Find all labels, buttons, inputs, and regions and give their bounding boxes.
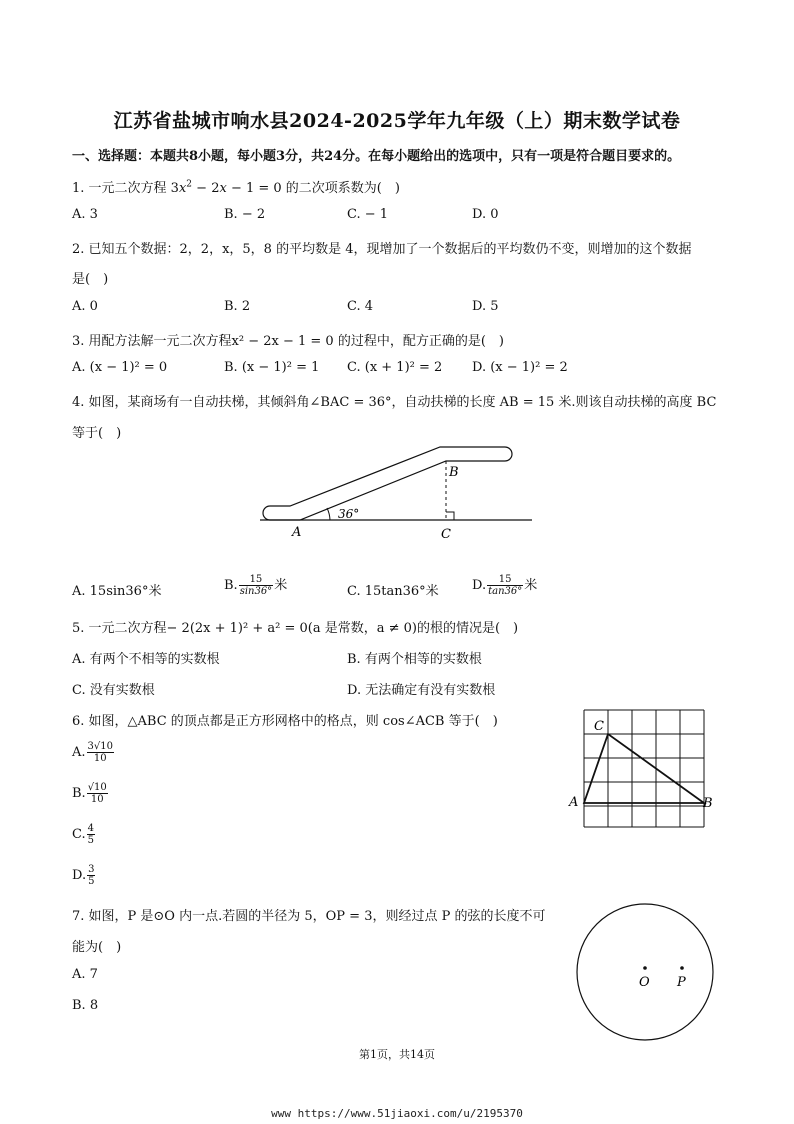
- escalator-shape: [263, 447, 512, 520]
- angle-label: 36°: [338, 507, 360, 521]
- grid-triangle-figure: [566, 706, 716, 832]
- watermark-url: www https://www.51jiaoxi.com/u/2195370: [271, 1107, 523, 1120]
- question-1-stem: 1. 一元二次方程 $3x^2 - 2x - 1 = 0$ 的二次项系数为( ): [72, 179, 400, 196]
- q2-option-b: B. 2: [224, 299, 251, 314]
- q1-option-c: C. − 1: [347, 207, 389, 222]
- q2-option-a: A. 0: [72, 299, 98, 314]
- point-b-label: B: [703, 796, 713, 811]
- q5-option-c: C. 没有实数根: [72, 683, 155, 698]
- circle-figure: [574, 900, 720, 1046]
- question-2-stem-line2: 是( ): [72, 272, 109, 287]
- q5-option-a: A. 有两个不相等的实数根: [72, 652, 220, 667]
- q6-option-c: C. $\frac{4}{5}$: [72, 823, 94, 846]
- point-a-label: A: [292, 525, 302, 540]
- q1-option-d: D. 0: [472, 207, 499, 222]
- question-7-stem-line1: 7. 如图，P 是⊙O 内一点.若圆的半径为 5，OP = 3，则经过点 P 的弦的长度不可: [72, 909, 546, 924]
- q5-option-b: B. 有两个相等的实数根: [347, 652, 482, 667]
- page-title: 江苏省盐城市响水县2024-2025学年九年级（上）期末数学试卷: [113, 110, 681, 132]
- question-4-stem-line2: 等于( ): [72, 426, 122, 441]
- point-c-label: C: [441, 527, 451, 542]
- point-b-label: B: [449, 465, 459, 480]
- circle-o: [577, 904, 713, 1040]
- question-3-stem: 3. 用配方法解一元二次方程x² − 2x − 1 = 0 的过程中，配方正确的是( ): [72, 334, 504, 349]
- point-o-label: O: [639, 975, 650, 990]
- question-7-stem-line2: 能为( ): [72, 940, 122, 955]
- section-heading: 一、选择题：本题共8小题，每小题3分，共24分。在每小题给出的选项中，只有一项是符合题目要求的。: [72, 149, 681, 164]
- point-p: [680, 966, 684, 970]
- question-6-stem: 6. 如图，△ABC 的顶点都是正方形网格中的格点，则 cos∠ACB 等于( ): [72, 714, 498, 729]
- triangle-abc: [584, 734, 704, 803]
- q7-option-b: B. 8: [72, 998, 99, 1013]
- page-footer: 第1页，共14页: [359, 1048, 435, 1061]
- question-2-stem-line1: 2. 已知五个数据：2，2，x，5，8 的平均数是 4，现增加了一个数据后的平均数仍不变，则增加的这个数据: [72, 242, 692, 257]
- q5-option-d: D. 无法确定有没有实数根: [347, 683, 496, 698]
- point-p-label: P: [677, 975, 686, 990]
- point-c-label: C: [594, 719, 604, 734]
- q7-option-a: A. 7: [72, 967, 98, 982]
- center-point-o: [643, 966, 647, 970]
- q3-option-d: D. (x − 1)² = 2: [472, 360, 568, 375]
- q6-option-b: B. $\frac{√10}{10}$: [72, 782, 107, 805]
- q4-option-c: C. 15tan36°米: [347, 584, 439, 599]
- q4-option-a: A. 15sin36°米: [72, 584, 162, 599]
- question-5-stem: 5. 一元二次方程− 2(2x + 1)² + a² = 0(a 是常数，a ≠ 0)的根的情况是( ): [72, 621, 519, 636]
- point-a-label: A: [569, 795, 579, 810]
- q3-option-b: B. (x − 1)² = 1: [224, 360, 320, 375]
- q2-option-d: D. 5: [472, 299, 499, 314]
- q2-option-c: C. 4: [347, 299, 374, 314]
- q6-option-a: A. $\frac{3√10}{10}$: [72, 741, 113, 764]
- q1-option-a: A. 3: [72, 207, 98, 222]
- q4-option-d: D. $\frac{15}{\tan 36^\circ}$ 米: [472, 574, 538, 597]
- q6-option-d: D. $\frac{3}{5}$: [72, 864, 95, 887]
- q1-option-b: B. − 2: [224, 207, 266, 222]
- question-4-stem-line1: 4. 如图，某商场有一自动扶梯，其倾斜角∠BAC = 36°，自动扶梯的长度 AB = 15 米.则该自动扶梯的高度 BC: [72, 395, 717, 410]
- right-angle-mark: [446, 512, 454, 520]
- q3-option-a: A. (x − 1)² = 0: [72, 360, 168, 375]
- q3-option-c: C. (x + 1)² = 2: [347, 360, 443, 375]
- escalator-figure: [250, 440, 540, 550]
- q4-option-b: B. $\frac{15}{\sin 36^\circ}$ 米: [224, 574, 288, 597]
- angle-arc: [327, 508, 330, 520]
